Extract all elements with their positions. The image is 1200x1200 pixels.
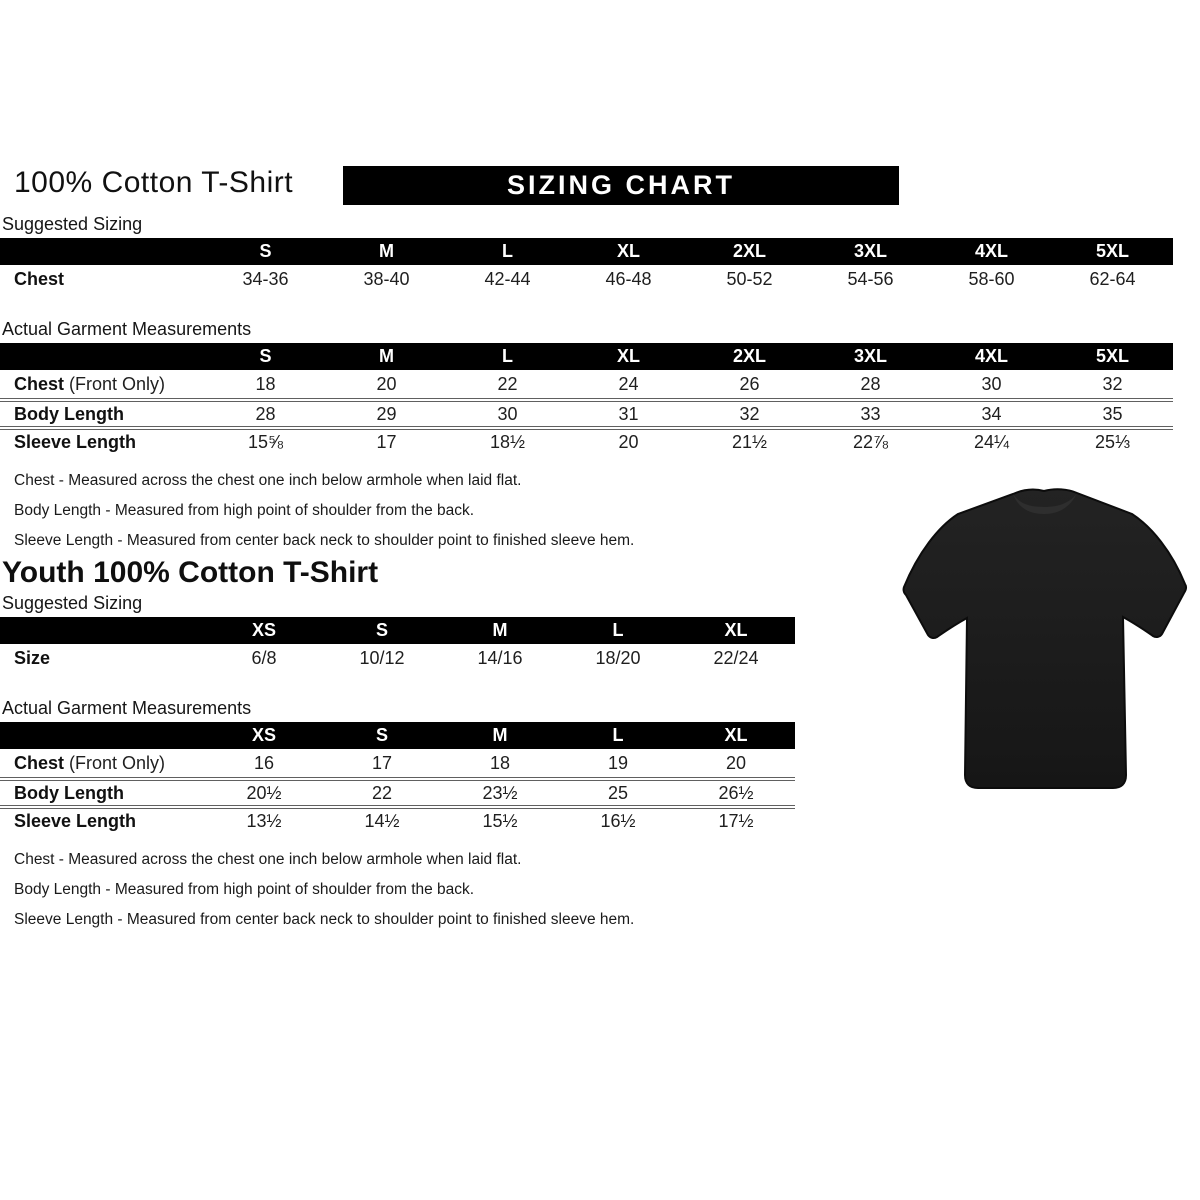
table-cell: 30 xyxy=(497,403,518,424)
size-column-header: XS xyxy=(251,620,276,640)
table-cell: 24¼ xyxy=(973,431,1010,452)
table-row xyxy=(0,398,1173,426)
table-cell: 29 xyxy=(376,403,397,424)
table-cell: 46-48 xyxy=(605,268,652,289)
table-header-row xyxy=(0,343,1173,370)
table-cell: 24 xyxy=(618,373,639,394)
table-row xyxy=(0,749,795,777)
table-cell: 26½ xyxy=(718,782,754,803)
table-cell: 10/12 xyxy=(359,647,405,668)
table-cell: 25 xyxy=(607,782,629,803)
row-label-cell xyxy=(0,811,205,832)
table-cell: 22⅞ xyxy=(852,431,889,452)
table-cell: 22/24 xyxy=(713,647,759,668)
size-column-header: 4XL xyxy=(974,241,1008,261)
row-label: Body Length xyxy=(14,403,124,424)
table-cell: 14½ xyxy=(364,810,400,831)
row-label-cell xyxy=(0,753,205,774)
table-cell: 54-56 xyxy=(847,268,894,289)
table-cell: 42-44 xyxy=(484,268,531,289)
size-column-header: XL xyxy=(724,725,748,745)
table-cell: 6/8 xyxy=(251,647,277,668)
size-column-header: S xyxy=(259,346,272,366)
table-cell: 21½ xyxy=(731,431,768,452)
size-column-header: S xyxy=(375,620,388,640)
row-label: Sleeve Length xyxy=(14,810,137,831)
youth-actual-measurements-label: Actual Garment Measurements xyxy=(2,698,252,718)
black-tshirt-icon xyxy=(893,477,1195,807)
note-sleeve-length: Sleeve Length - Measured from center back neck to shoulder point to finished sleeve hem. xyxy=(14,532,635,549)
table-cell: 16 xyxy=(253,752,275,773)
page-title: 100% Cotton T-Shirt xyxy=(14,166,294,199)
row-label-suffix: (Front Only) xyxy=(64,373,166,394)
size-column-header: 4XL xyxy=(974,346,1008,366)
size-column-header: XL xyxy=(724,620,748,640)
table-cell: 31 xyxy=(618,403,639,424)
table-cell: 13½ xyxy=(246,810,282,831)
row-label: Sleeve Length xyxy=(14,431,137,452)
table-cell: 20½ xyxy=(246,782,282,803)
table-cell: 30 xyxy=(981,373,1002,394)
table-cell: 32 xyxy=(739,403,760,424)
size-column-header: L xyxy=(612,725,624,745)
size-column-header: 3XL xyxy=(853,241,887,261)
table-cell: 18½ xyxy=(489,431,526,452)
youth-suggested-sizing-table xyxy=(0,617,795,672)
note-sleeve-length: Sleeve Length - Measured from center back neck to shoulder point to finished sleeve hem. xyxy=(14,911,635,928)
size-column-header: L xyxy=(502,241,513,261)
adult-suggested-sizing-table xyxy=(0,238,1173,293)
note-chest: Chest - Measured across the chest one inch below armhole when laid flat. xyxy=(14,851,522,868)
youth-actual-measurements-table xyxy=(0,722,795,833)
table-cell: 17½ xyxy=(718,810,754,831)
note-chest: Chest - Measured across the chest one inch below armhole when laid flat. xyxy=(14,472,522,489)
table-cell: 20 xyxy=(376,373,397,394)
size-column-header: M xyxy=(492,620,508,640)
size-column-header: S xyxy=(259,241,272,261)
row-label: Size xyxy=(14,647,51,668)
size-column-header: 2XL xyxy=(732,346,766,366)
table-cell: 28 xyxy=(255,403,276,424)
size-column-header: XL xyxy=(616,241,640,261)
row-label-cell xyxy=(0,374,205,395)
table-row xyxy=(0,644,795,672)
size-column-header: 5XL xyxy=(1095,346,1129,366)
table-row xyxy=(0,777,795,805)
row-label-suffix: (Front Only) xyxy=(64,752,166,773)
youth-measurement-notes xyxy=(14,845,1200,935)
table-cell: 35 xyxy=(1102,403,1123,424)
table-cell: 32 xyxy=(1102,373,1123,394)
size-column-header: XS xyxy=(251,725,276,745)
table-cell: 15½ xyxy=(482,810,518,831)
row-label-cell xyxy=(0,648,205,669)
table-row xyxy=(0,370,1173,398)
table-header-row xyxy=(0,617,795,644)
size-column-header: 2XL xyxy=(732,241,766,261)
table-row xyxy=(0,265,1173,293)
table-cell: 18 xyxy=(489,752,511,773)
tshirt-photo xyxy=(893,477,1195,807)
note-body-length: Body Length - Measured from high point of shoulder from the back. xyxy=(14,881,475,898)
table-cell: 50-52 xyxy=(726,268,773,289)
row-label-cell xyxy=(0,404,205,425)
table-cell: 23½ xyxy=(482,782,518,803)
page-header xyxy=(0,166,1200,208)
sizing-chart-banner-label: SIZING CHART xyxy=(507,170,735,200)
table-cell: 17 xyxy=(371,752,393,773)
table-cell: 22 xyxy=(371,782,393,803)
youth-section-title: Youth 100% Cotton T-Shirt xyxy=(2,556,379,589)
table-cell: 25⅓ xyxy=(1094,431,1131,452)
adult-suggested-sizing-label: Suggested Sizing xyxy=(2,214,143,234)
table-cell: 19 xyxy=(607,752,629,773)
row-label-cell xyxy=(0,269,205,290)
row-label: Chest xyxy=(14,752,65,773)
size-column-header: M xyxy=(379,346,394,366)
table-cell: 20 xyxy=(725,752,747,773)
size-column-header: L xyxy=(612,620,624,640)
table-cell: 26 xyxy=(739,373,760,394)
size-column-header: S xyxy=(375,725,388,745)
table-cell: 34 xyxy=(981,403,1002,424)
row-label: Chest xyxy=(14,268,65,289)
sizing-chart-banner xyxy=(343,166,899,205)
table-cell: 20 xyxy=(618,431,639,452)
table-cell: 28 xyxy=(860,373,881,394)
row-label-cell xyxy=(0,783,205,804)
size-column-header: 3XL xyxy=(853,346,887,366)
table-header-row xyxy=(0,722,795,749)
size-column-header: XL xyxy=(616,346,640,366)
table-cell: 62-64 xyxy=(1089,268,1136,289)
row-label: Chest xyxy=(14,373,65,394)
row-label: Body Length xyxy=(14,782,124,803)
table-cell: 18 xyxy=(255,373,276,394)
row-label-cell xyxy=(0,432,205,453)
table-row xyxy=(0,426,1173,454)
table-cell: 33 xyxy=(860,403,881,424)
table-row xyxy=(0,805,795,833)
table-cell: 15⅝ xyxy=(247,431,284,452)
table-cell: 22 xyxy=(497,373,518,394)
table-cell: 16½ xyxy=(600,810,636,831)
adult-actual-measurements-label: Actual Garment Measurements xyxy=(2,319,252,339)
table-cell: 14/16 xyxy=(477,647,523,668)
size-column-header: L xyxy=(502,346,513,366)
size-column-header: M xyxy=(492,725,508,745)
table-cell: 34-36 xyxy=(242,268,289,289)
table-cell: 18/20 xyxy=(595,647,641,668)
youth-suggested-sizing-label: Suggested Sizing xyxy=(2,593,143,613)
table-cell: 58-60 xyxy=(968,268,1015,289)
size-column-header: M xyxy=(379,241,394,261)
size-column-header: 5XL xyxy=(1095,241,1129,261)
note-body-length: Body Length - Measured from high point of shoulder from the back. xyxy=(14,502,475,519)
table-cell: 38-40 xyxy=(363,268,410,289)
table-header-row xyxy=(0,238,1173,265)
adult-actual-measurements-table xyxy=(0,343,1173,454)
table-cell: 17 xyxy=(376,431,397,452)
